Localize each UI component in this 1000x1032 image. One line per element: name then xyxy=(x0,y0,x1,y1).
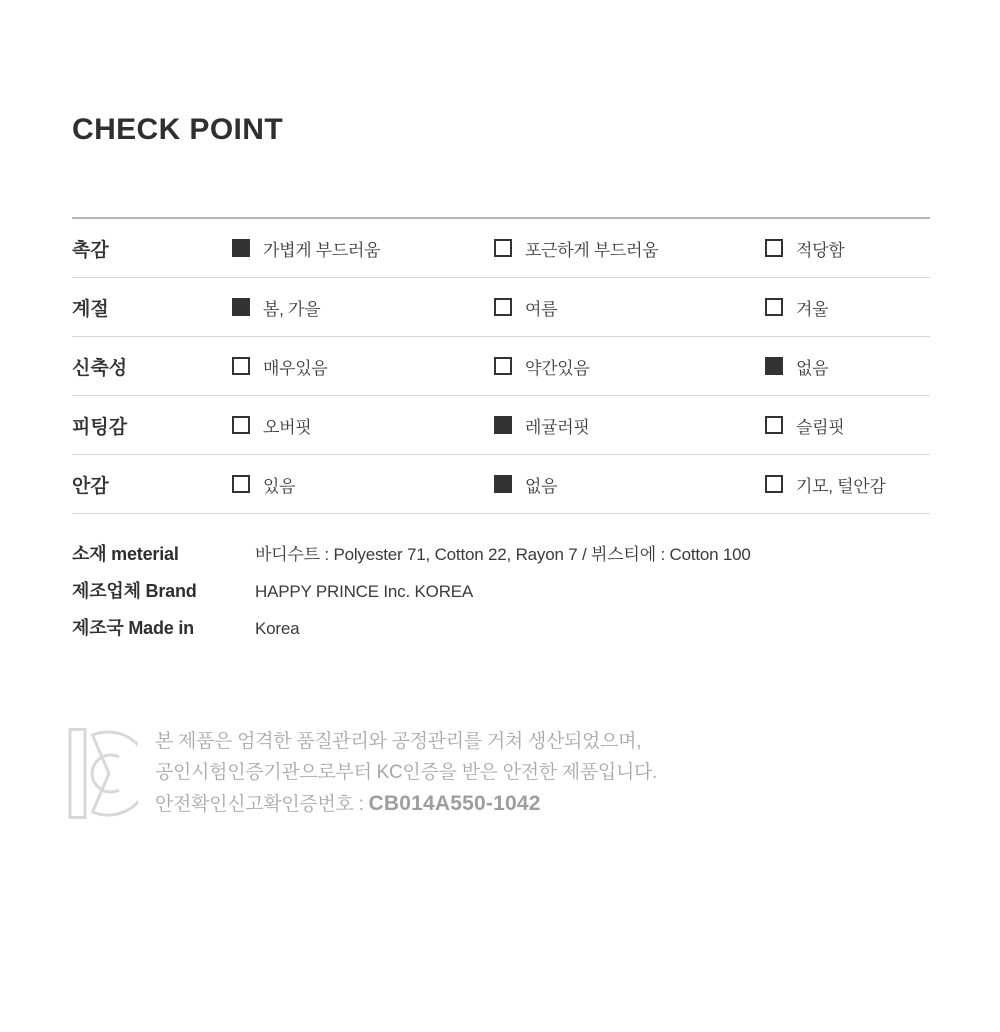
checkbox-icon xyxy=(232,298,250,316)
table-row-elasticity xyxy=(72,337,930,396)
option xyxy=(765,413,930,438)
option-label: 매우있음 xyxy=(263,358,328,378)
page-title: CHECK POINT xyxy=(72,113,284,146)
checkbox-icon xyxy=(232,357,250,375)
option-label: 겨울 xyxy=(796,299,829,319)
row-label: 촉감 xyxy=(72,239,109,261)
option xyxy=(232,413,494,438)
option xyxy=(765,236,930,261)
option xyxy=(232,236,494,261)
certification-text xyxy=(155,726,657,820)
option-label: 약간있음 xyxy=(525,358,590,378)
info-value: HAPPY PRINCE Inc. KOREA xyxy=(255,582,474,601)
table-row-lining xyxy=(72,455,930,514)
option-label: 가볍게 부드러움 xyxy=(263,240,381,260)
checkbox-icon xyxy=(232,239,250,257)
product-info-list xyxy=(72,536,930,647)
option xyxy=(232,295,494,320)
option-label: 레귤러핏 xyxy=(525,417,590,437)
option-label: 없음 xyxy=(796,358,829,378)
option xyxy=(765,354,930,379)
checkbox-icon xyxy=(494,357,512,375)
table-row-fitting xyxy=(72,396,930,455)
option xyxy=(494,236,765,261)
checkbox-icon xyxy=(232,416,250,434)
certification-number: CB014A550-1042 xyxy=(368,792,541,815)
info-row-made-in xyxy=(72,610,930,647)
option-label: 봄, 가을 xyxy=(263,299,321,319)
row-label: 계절 xyxy=(72,298,109,320)
checkbox-icon xyxy=(494,475,512,493)
checkbox-icon xyxy=(494,416,512,434)
info-label: 제조업체 Brand xyxy=(72,581,197,601)
checkbox-icon xyxy=(232,475,250,493)
option-label: 적당함 xyxy=(796,240,845,260)
checkbox-icon xyxy=(765,416,783,434)
option xyxy=(494,472,765,497)
certification-line-1: 본 제품은 엄격한 품질관리와 공정관리를 거쳐 생산되었으며, xyxy=(155,731,642,752)
row-label: 신축성 xyxy=(72,357,128,379)
checkbox-icon xyxy=(494,298,512,316)
option xyxy=(494,295,765,320)
checkbox-icon xyxy=(765,357,783,375)
info-label: 소재 meterial xyxy=(72,544,179,564)
table-row-season xyxy=(72,278,930,337)
certification-line-3 xyxy=(155,788,657,820)
info-value: 바디수트 : Polyester 71, Cotton 22, Rayon 7 / 뷔스티에 : Cotton 100 xyxy=(255,545,751,564)
kc-mark-icon xyxy=(68,726,138,821)
checkbox-icon xyxy=(765,475,783,493)
option-label: 포근하게 부드러움 xyxy=(525,240,659,260)
option-label: 없음 xyxy=(525,476,558,496)
option-label: 여름 xyxy=(525,299,558,319)
certification-number-label: 안전확인신고확인증번호 : xyxy=(155,794,369,815)
option-label: 슬림핏 xyxy=(796,417,845,437)
info-value: Korea xyxy=(255,619,300,638)
option xyxy=(765,295,930,320)
table-row-texture xyxy=(72,219,930,278)
checkbox-icon xyxy=(765,239,783,257)
checkbox-icon xyxy=(494,239,512,257)
info-row-brand xyxy=(72,573,930,610)
option xyxy=(232,472,494,497)
option-label: 오버핏 xyxy=(263,417,312,437)
checkbox-icon xyxy=(765,298,783,316)
option xyxy=(765,472,930,497)
info-row-material xyxy=(72,536,930,573)
kc-certification-block xyxy=(68,726,930,821)
option-label: 있음 xyxy=(263,476,296,496)
option xyxy=(494,354,765,379)
check-point-table xyxy=(72,217,930,514)
row-label: 피팅감 xyxy=(72,416,128,438)
info-label: 제조국 Made in xyxy=(72,618,194,638)
option xyxy=(232,354,494,379)
product-detail-page xyxy=(0,113,1000,1032)
option-label: 기모, 털안감 xyxy=(796,476,886,496)
row-label: 안감 xyxy=(72,475,109,497)
option xyxy=(494,413,765,438)
certification-line-2: 공인시험인증기관으로부터 KC인증을 받은 안전한 제품입니다. xyxy=(155,762,658,783)
